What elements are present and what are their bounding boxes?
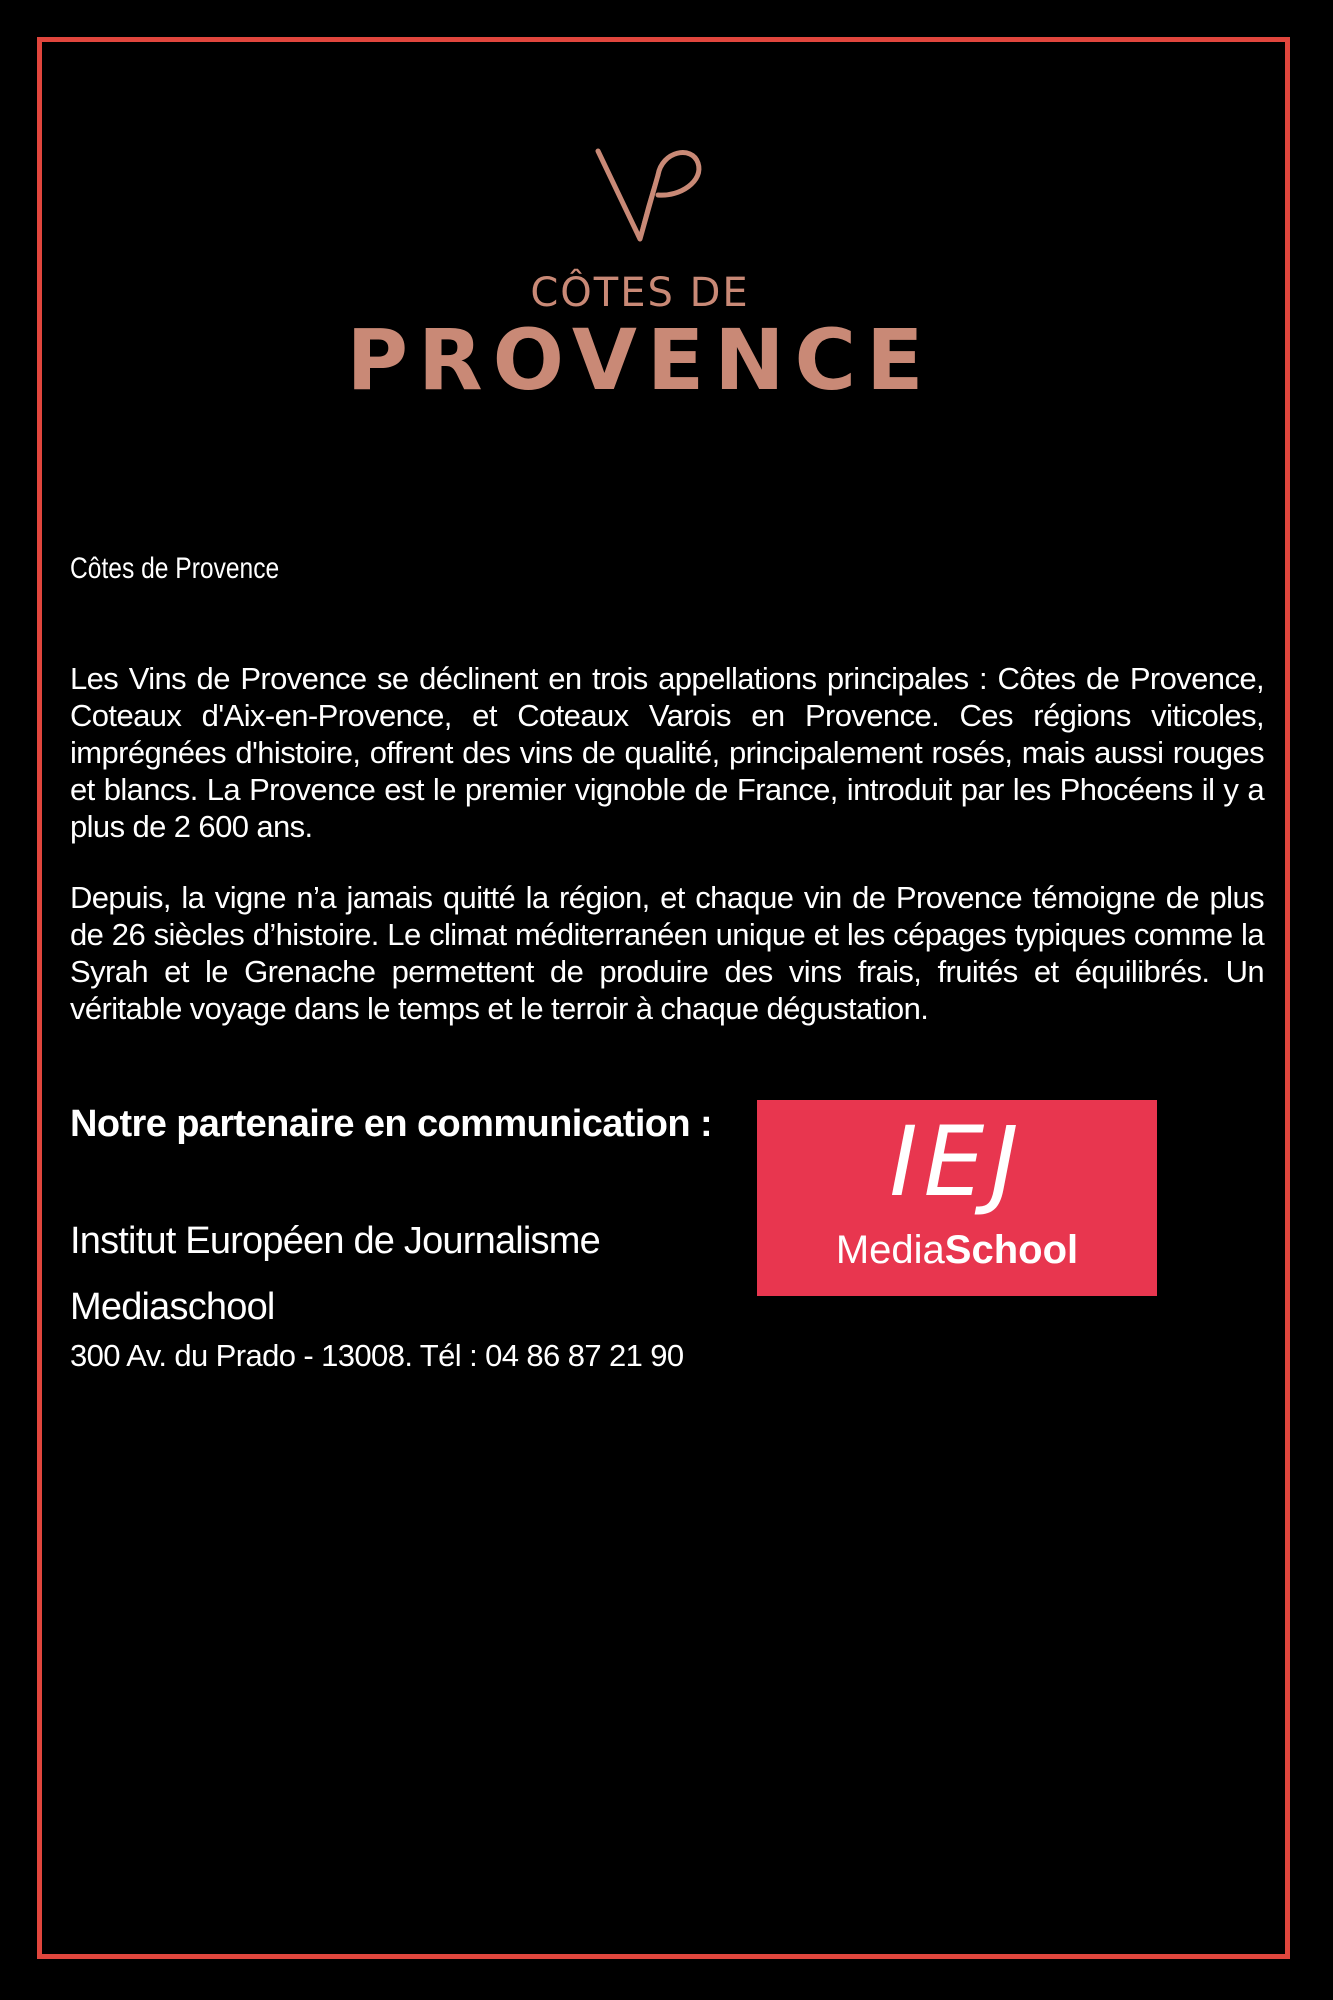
partner-heading: Notre partenaire en communication :: [70, 1103, 713, 1145]
iej-mark: IEJ: [889, 1106, 1025, 1218]
paragraph-2: Depuis, la vigne n’a jamais quitté la région, et chaque vin de Provence témoigne de plus de 26 siècles d’histoire. Le climat méditerranéen unique et les cépages typiques comme la Syrah et le Grenache permettent de produire des vins frais, fruités et équilibrés. Un véritable voyage dans le temps et le terroir à chaque dégustation.: [70, 880, 1264, 1026]
iej-mediaschool-logo: [757, 1100, 1157, 1296]
mediaschool-wordmark: [757, 1228, 1157, 1273]
partner-name-line-2: Mediaschool: [70, 1286, 275, 1328]
article-body: [70, 660, 1264, 1061]
brand-line-2: PROVENCE: [346, 311, 934, 409]
cotes-de-provence-logo: [340, 135, 940, 425]
vp-monogram-icon: [340, 135, 940, 265]
section-title: Côtes de Provence: [70, 552, 280, 585]
partner-address: 300 Av. du Prado - 13008. Tél : 04 86 87 21 90: [70, 1338, 684, 1373]
paragraph-1: Les Vins de Provence se déclinent en trois appellations principales : Côtes de Provence, Coteaux d'Aix-en-Provence, et Coteaux Varois en Provence. Ces régions viticoles, imprégnées d'histoire, offrent des vins de qualité, principalement rosés, mais aussi rouges et blancs. La Provence est le premier vignoble de France, introduit par les Phocéens il y a plus de 2 600 ans.: [70, 661, 1264, 844]
wordmark-regular: Media: [835, 1228, 945, 1272]
partner-name-block: [70, 1218, 600, 1350]
brand-line-1: CÔTES DE: [530, 270, 750, 316]
partner-name-line-1: Institut Européen de Journalisme: [70, 1220, 600, 1262]
wordmark-bold: School: [944, 1228, 1079, 1272]
